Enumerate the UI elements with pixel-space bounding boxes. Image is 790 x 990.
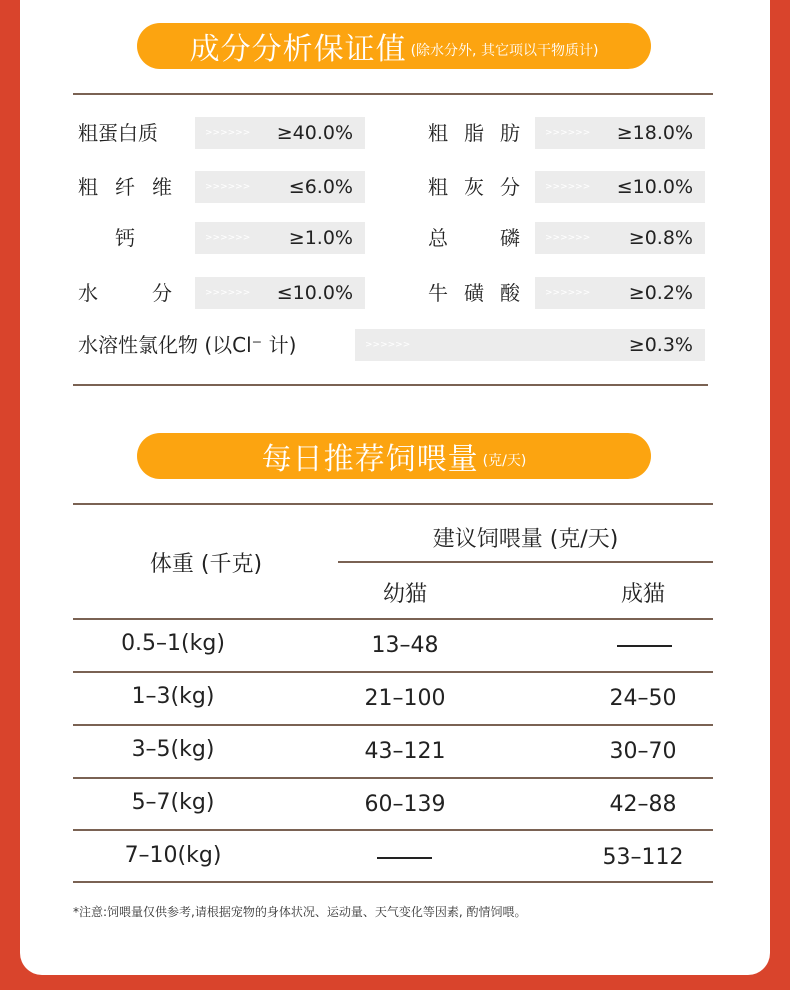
feeding-title: 每日推荐饲喂量 bbox=[261, 442, 479, 477]
arrow-decoration: >>>>>> bbox=[205, 128, 251, 138]
value-moisture: >>>>>> ≤10.0% bbox=[195, 277, 365, 309]
table-top-rule bbox=[73, 503, 713, 505]
label-crude-fiber: 粗 纤 维 bbox=[78, 175, 172, 199]
arrow-decoration: >>>>>> bbox=[205, 233, 251, 243]
arrow-decoration: >>>>>> bbox=[545, 128, 591, 138]
table-row-kitten: 43–121 bbox=[364, 739, 446, 764]
table-row-kitten: 13–48 bbox=[371, 633, 439, 658]
label-crude-ash: 粗 灰 分 bbox=[428, 175, 520, 199]
analysis-bottom-rule bbox=[73, 384, 708, 386]
table-row-rule bbox=[73, 777, 713, 779]
table-row-rule bbox=[73, 724, 713, 726]
header-adult: 成猫 bbox=[620, 582, 665, 607]
table-row-kitten: 21–100 bbox=[364, 686, 446, 711]
table-row-weight: 0.5–1(kg) bbox=[121, 631, 225, 656]
arrow-decoration: >>>>>> bbox=[365, 340, 411, 350]
arrow-decoration: >>>>>> bbox=[545, 182, 591, 192]
arrow-decoration: >>>>>> bbox=[545, 288, 591, 298]
table-row-rule bbox=[73, 671, 713, 673]
table-row-weight: 1–3(kg) bbox=[131, 684, 215, 709]
feeding-subtitle: (克/天) bbox=[482, 453, 527, 469]
table-row-kitten: 60–139 bbox=[364, 792, 446, 817]
analysis-subtitle: (除水分外, 其它项以干物质计) bbox=[410, 43, 599, 59]
label-moisture: 水 分 bbox=[78, 281, 172, 305]
value-crude-fiber: >>>>>> ≤6.0% bbox=[195, 171, 365, 203]
value-taurine: >>>>>> ≥0.2% bbox=[535, 277, 705, 309]
table-row-rule bbox=[73, 829, 713, 831]
value-total-phosphorus: >>>>>> ≥0.8% bbox=[535, 222, 705, 254]
table-row-weight: 3–5(kg) bbox=[131, 737, 215, 762]
arrow-decoration: >>>>>> bbox=[205, 182, 251, 192]
arrow-decoration: >>>>>> bbox=[205, 288, 251, 298]
header-weight: 体重 (千克) bbox=[149, 552, 263, 577]
label-calcium: 钙 bbox=[115, 226, 135, 250]
table-row-weight: 5–7(kg) bbox=[131, 790, 215, 815]
header-kitten: 幼猫 bbox=[382, 582, 427, 607]
header-recommend: 建议饲喂量 (克/天) bbox=[432, 527, 619, 552]
label-taurine: 牛 磺 酸 bbox=[428, 281, 520, 305]
feeding-note: *注意:饲喂量仅供参考,请根据宠物的身体状况、运动量、天气变化等因素, 酌情饲喂。 bbox=[73, 905, 527, 919]
content-card bbox=[20, 0, 770, 975]
analysis-top-rule bbox=[73, 93, 713, 95]
value-crude-ash: >>>>>> ≤10.0% bbox=[535, 171, 705, 203]
label-total-phosphorus: 总 磷 bbox=[428, 226, 520, 250]
analysis-title-pill bbox=[137, 23, 651, 69]
value-water-soluble-chloride: >>>>>> ≥0.3% bbox=[355, 329, 705, 361]
header-sub-rule bbox=[338, 561, 713, 563]
label-water-soluble-chloride: 水溶性氯化物 (以Cl⁻ 计) bbox=[78, 333, 297, 357]
arrow-decoration: >>>>>> bbox=[545, 233, 591, 243]
feeding-title-pill bbox=[137, 433, 651, 479]
table-row-adult: 42–88 bbox=[609, 792, 677, 817]
value-crude-fat: >>>>>> ≥18.0% bbox=[535, 117, 705, 149]
label-crude-fat: 粗 脂 肪 bbox=[428, 121, 520, 145]
analysis-title: 成分分析保证值 bbox=[189, 32, 407, 67]
table-row-rule bbox=[73, 618, 713, 620]
table-bottom-rule bbox=[73, 881, 713, 883]
label-crude-protein: 粗蛋白质 bbox=[78, 121, 158, 145]
table-row-adult: 53–112 bbox=[602, 845, 684, 870]
value-crude-protein: >>>>>> ≥40.0% bbox=[195, 117, 365, 149]
table-row-adult: 24–50 bbox=[609, 686, 677, 711]
table-row-weight: 7–10(kg) bbox=[124, 843, 222, 868]
empty-dash bbox=[617, 645, 672, 647]
value-calcium: >>>>>> ≥1.0% bbox=[195, 222, 365, 254]
table-row-adult: 30–70 bbox=[609, 739, 677, 764]
empty-dash bbox=[377, 857, 432, 859]
